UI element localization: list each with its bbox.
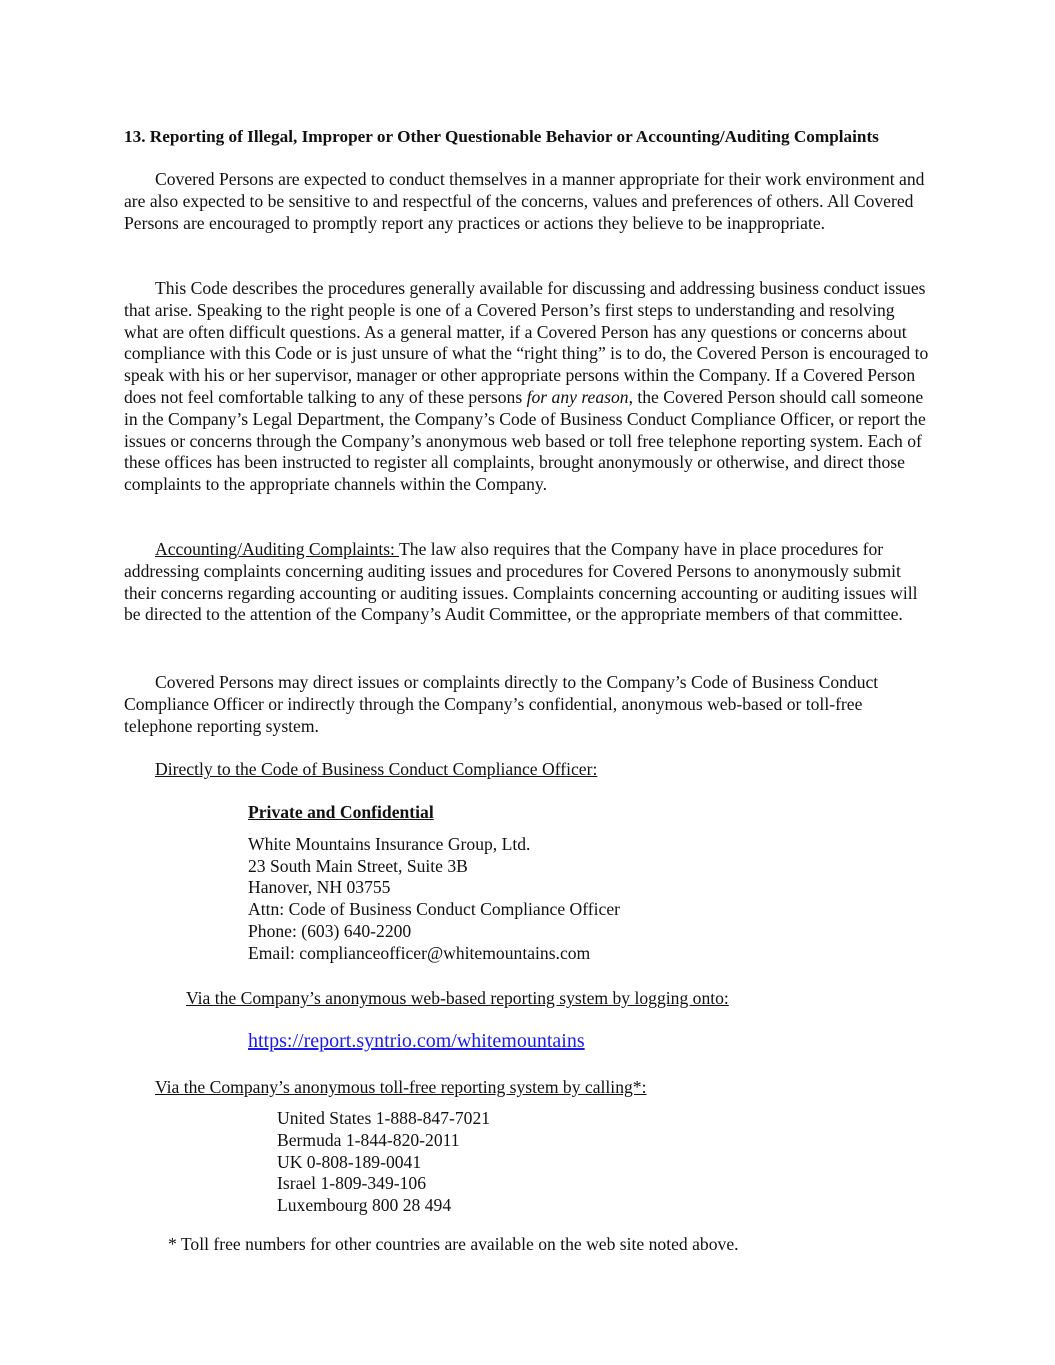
- address-line: Attn: Code of Business Conduct Compliance Officer: [248, 899, 621, 920]
- paragraph-expectations: Covered Persons are expected to conduct themselves in a manner appropriate for their work environment and are also expected to be sensitive to and respectful of the concerns, values and preferences of others. All Covered Persons are encouraged to promptly report any practices or actions they believe to be inappropriate.: [124, 169, 925, 233]
- address-line: White Mountains Insurance Group, Ltd.: [248, 833, 531, 854]
- paragraph-accounting-complaints: [124, 539, 932, 626]
- web-reporting-label: Via the Company’s anonymous web-based reporting system by logging onto:: [186, 988, 729, 1008]
- compliance-officer-address: [248, 802, 620, 965]
- paragraph-procedures: [124, 278, 932, 496]
- accounting-lead: Accounting/Auditing Complaints:: [155, 539, 400, 559]
- direct-label: Directly to the Code of Business Conduct Compliance Officer:: [155, 759, 598, 779]
- private-confidential-label: Private and Confidential: [248, 802, 434, 822]
- emphasis-text: for any reason: [526, 386, 629, 407]
- reporting-website-link[interactable]: https://report.syntrio.com/whitemountains: [248, 1030, 585, 1052]
- phone-number-item: United States 1-888-847-7021: [277, 1108, 491, 1128]
- procedures-text: This Code describes the procedures generally available for discussing and addressing business conduct issues that arise. Speaking to the right people is one of a Covered Person’s first steps to understanding and resolving what are often difficult questions. As a general matter, if a Covered Person has any questions or concerns about compliance with this Code or is just unsure of what the “right thing” is to do, the Covered Person is encouraged to speak with his or her supervisor, manager or other appropriate persons within the Company. If a Covered Person does not feel comfortable talking to any of these persons: [124, 278, 929, 407]
- phone-number-item: Bermuda 1-844-820-2011: [277, 1129, 460, 1150]
- phone-number-item: Luxembourg 800 28 494: [277, 1195, 452, 1216]
- accounting-text: The law also requires that the Company have in place procedures for addressing complaints concerning auditing issues and procedures for Covered Persons to anonymously submit their concerns regarding accounting or auditing issues. Complaints concerning accounting or auditing issues will be directed to the attention of the Company’s Audit Committee, or the appropriate members of that committee.: [124, 539, 918, 625]
- paragraph-direct-issues: Covered Persons may direct issues or complaints directly to the Company’s Code of Business Conduct Compliance Officer or indirectly through the Company’s confidential, anonymous web-based or toll-free telephone reporting system.: [124, 672, 879, 736]
- phone-reporting-label: Via the Company’s anonymous toll-free reporting system by calling*:: [155, 1077, 647, 1097]
- footnote: * Toll free numbers for other countries are available on the web site noted above.: [168, 1234, 739, 1254]
- phone-number-item: UK 0-808-189-0041: [277, 1151, 422, 1172]
- address-line: 23 South Main Street, Suite 3B: [248, 855, 468, 876]
- phone-line: Phone: (603) 640-2200: [248, 920, 412, 941]
- address-line: Hanover, NH 03755: [248, 877, 391, 898]
- procedures-text-cont: , the Covered Person should call someone in the Company’s Legal Department, the Company’s Code of Business Conduct Compliance Officer, or report the issues or concerns through the Company’s anonymous web based or toll free telephone reporting system. Each of these offices has been instructed to register all complaints, brought anonymously or otherwise, and direct those complaints to the appropriate channels within the Company.: [124, 386, 926, 495]
- email-line[interactable]: Email: complianceofficer@whitemountains.com: [248, 942, 591, 963]
- phone-numbers-list: [277, 1108, 490, 1217]
- section-heading: 13. Reporting of Illegal, Improper or Other Questionable Behavior or Accounting/Auditing Complaints: [124, 127, 879, 146]
- phone-number-item: Israel 1-809-349-106: [277, 1173, 427, 1194]
